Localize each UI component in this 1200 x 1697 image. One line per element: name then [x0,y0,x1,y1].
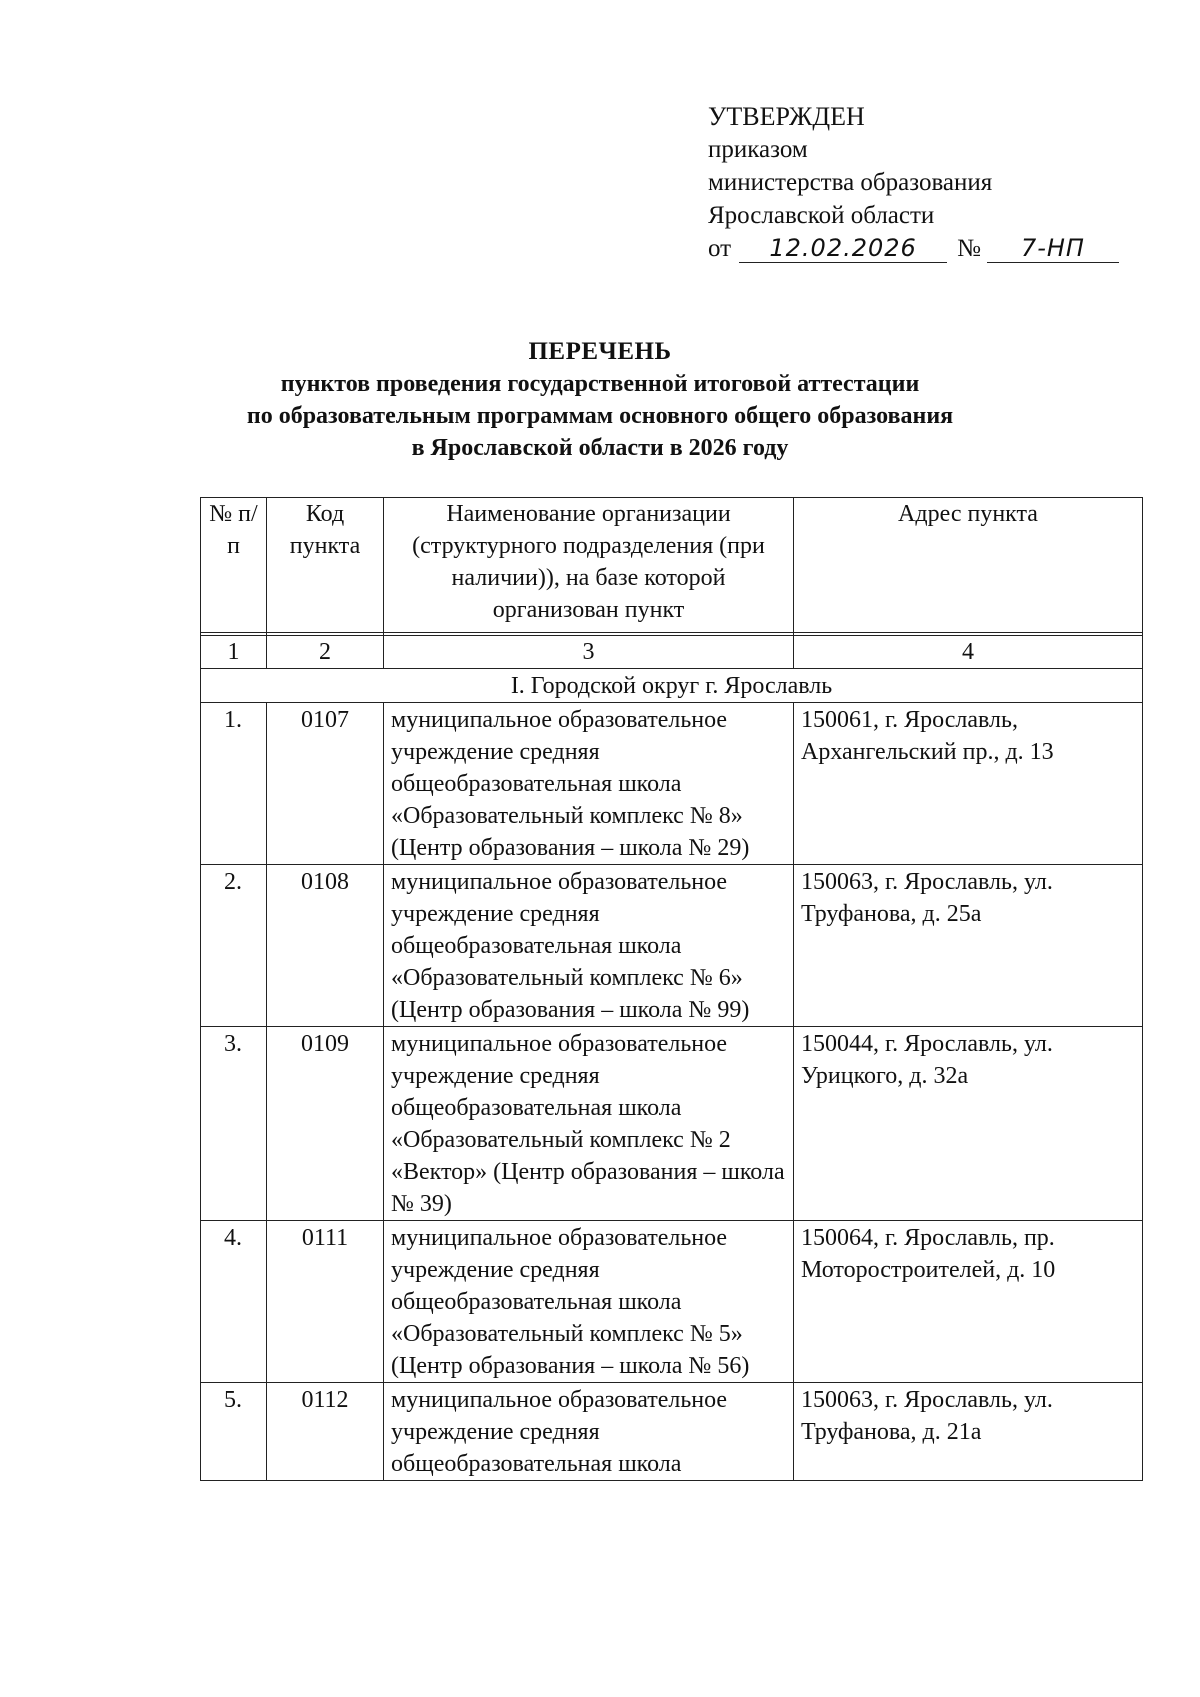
point-address: 150064, г. Ярославль, пр. Моторостроителей, д. 10 [794,1221,1143,1383]
exam-points-table [200,497,1143,1481]
table-row [201,865,1143,1027]
document-title: ПЕРЕЧЕНЬ [528,338,672,365]
column-number: 2 [267,636,384,669]
point-code: 0111 [267,1221,384,1383]
handwritten-order-number: 7-НП [987,234,1119,263]
row-number: 4. [201,1221,267,1383]
column-number: 4 [794,636,1143,669]
organization-name: муниципальное образовательное учреждение средняя общеобразовательная школа «Образовательный комплекс № 6» (Центр образования – школа № 99) [384,865,794,1027]
table-row [201,1383,1143,1481]
organization-name: муниципальное образовательное учреждение средняя общеобразовательная школа [384,1383,794,1481]
point-address: 150061, г. Ярославль, Архангельский пр., д. 13 [794,703,1143,865]
number-sign: № [957,235,981,262]
column-number-row [201,636,1143,669]
section-row [201,669,1143,703]
date-prefix: от [708,235,732,262]
approval-date-number-line [708,232,1148,265]
point-address: 150063, г. Ярославль, ул. Труфанова, д. 25а [794,865,1143,1027]
point-address: 150063, г. Ярославль, ул. Труфанова, д. 21а [794,1383,1143,1481]
row-number: 5. [201,1383,267,1481]
heading-line-3: в Ярославской области в 2026 году [411,435,789,461]
section-title: I. Городской округ г. Ярославль [201,669,1143,703]
row-number: 3. [201,1027,267,1221]
organization-name: муниципальное образовательное учреждение средняя общеобразовательная школа «Образовательный комплекс № 8» (Центр образования – школа № 29) [384,703,794,865]
table-header-row [201,498,1143,633]
column-number: 3 [384,636,794,669]
heading-line-2: по образовательным программам основного общего образования [246,403,954,429]
column-number: 1 [201,636,267,669]
table-row [201,703,1143,865]
table-row [201,1221,1143,1383]
header-org: Наименование организации (структурного подразделения (при наличии)), на базе которой организован пункт [384,498,794,633]
row-number: 2. [201,865,267,1027]
point-code: 0109 [267,1027,384,1221]
point-address: 150044, г. Ярославль, ул. Урицкого, д. 32а [794,1027,1143,1221]
approval-line-region: Ярославской области [708,202,935,229]
heading-line-1: пунктов проведения государственной итоговой аттестации [280,371,920,397]
point-code: 0108 [267,865,384,1027]
approval-title: УТВЕРЖДЕН [708,102,865,131]
point-code: 0112 [267,1383,384,1481]
header-num: № п/п [201,498,267,633]
row-number: 1. [201,703,267,865]
handwritten-date: 12.02.2026 [739,234,947,263]
organization-name: муниципальное образовательное учреждение средняя общеобразовательная школа «Образовательный комплекс № 2 «Вектор» (Центр образования – школа № 39) [384,1027,794,1221]
approval-line-order: приказом [708,136,808,163]
document-heading [150,336,1050,464]
organization-name: муниципальное образовательное учреждение средняя общеобразовательная школа «Образовательный комплекс № 5» (Центр образования – школа № 56) [384,1221,794,1383]
header-address: Адрес пункта [794,498,1143,633]
point-code: 0107 [267,703,384,865]
approval-block [708,100,1148,265]
approval-line-ministry: министерства образования [708,169,993,196]
header-code: Код пункта [267,498,384,633]
table-row [201,1027,1143,1221]
